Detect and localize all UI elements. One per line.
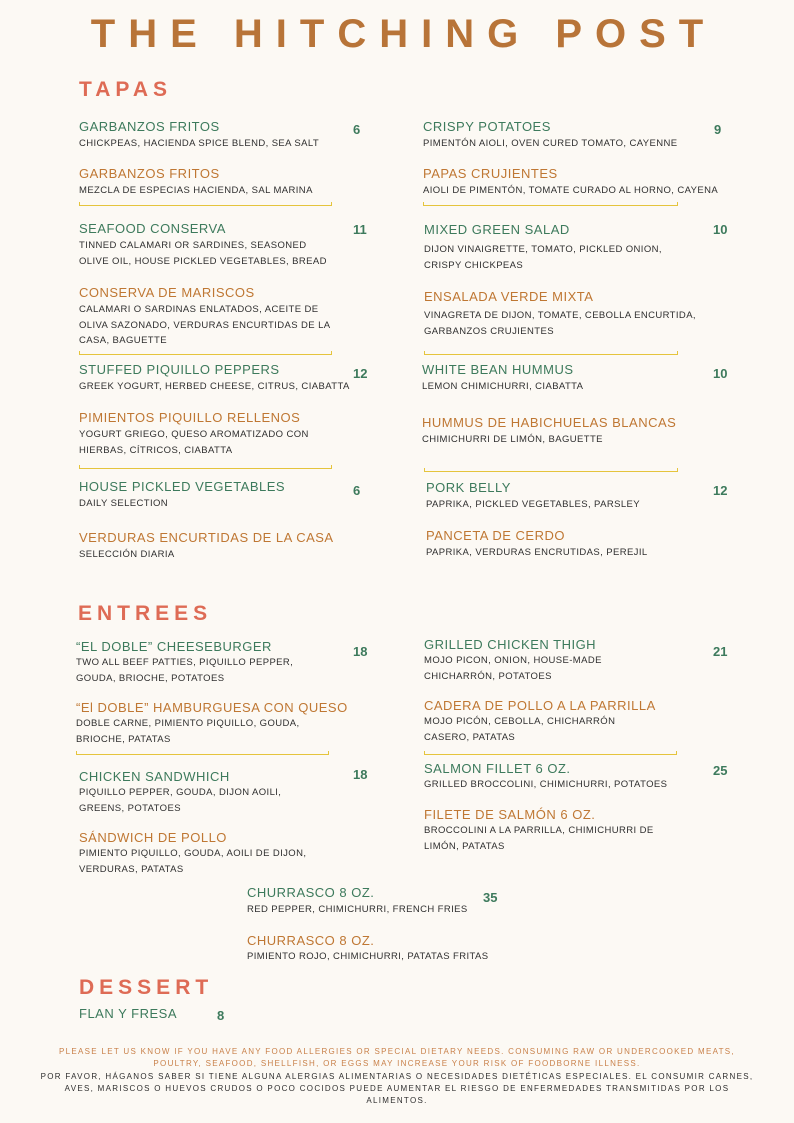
item-desc-en: DIJON VINAIGRETTE, TOMATO, PICKLED ONION, CRISPY CHICKPEAS xyxy=(424,244,662,271)
divider xyxy=(79,468,332,469)
item-desc-en: TWO ALL BEEF PATTIES, PIQUILLO PEPPER, GOUDA, BRIOCHE, POTATOES xyxy=(76,657,294,684)
item-desc-en: MOJO PICON, ONION, HOUSE-MADE CHICHARRÓN, POTATOES xyxy=(424,655,602,682)
item-name-es: PAPAS CRUJIENTES xyxy=(423,166,558,181)
divider xyxy=(424,354,678,355)
item-name-en: MIXED GREEN SALAD xyxy=(424,222,570,237)
item-desc-es: PIMIENTO PIQUILLO, GOUDA, AOILI DE DIJON, VERDURAS, PATATAS xyxy=(79,848,307,875)
allergy-notice-spanish xyxy=(0,1071,794,1107)
item-price: 11 xyxy=(353,222,367,237)
item-desc-es: VINAGRETA DE DIJON, TOMATE, CEBOLLA ENCURTIDA, GARBANZOS CRUJIENTES xyxy=(424,310,696,337)
item-desc-es: YOGURT GRIEGO, QUESO AROMATIZADO CON HIERBAS, CÍTRICOS, CIABATTA xyxy=(79,429,309,456)
divider xyxy=(424,471,678,472)
item-price: 18 xyxy=(353,644,368,659)
notice-line: ALIMENTOS. xyxy=(366,1096,428,1105)
item-desc-es: BROCCOLINI A LA PARRILLA, CHIMICHURRI DE LIMÓN, PATATAS xyxy=(424,825,654,852)
notice-line: POULTRY, SEAFOOD, SHELLFISH, OR EGGS MAY INCREASE YOUR RISK OF FOODBORNE ILLNESS. xyxy=(153,1059,641,1068)
item-desc-es: CHIMICHURRI DE LIMÓN, BAGUETTE xyxy=(422,434,603,445)
item-name-en: HOUSE PICKLED VEGETABLES xyxy=(79,479,286,494)
item-desc-es: PAPRIKA, VERDURAS ENCRUTIDAS, PEREJIL xyxy=(426,547,648,558)
item-price: 6 xyxy=(353,122,361,137)
item-name-es: CONSERVA DE MARISCOS xyxy=(79,285,255,300)
item-price: 8 xyxy=(217,1008,225,1023)
item-name-en: FLAN Y FRESA xyxy=(79,1006,177,1021)
item-name-en: SEAFOOD CONSERVA xyxy=(79,221,226,236)
item-desc-en: CHICKPEAS, HACIENDA SPICE BLEND, SEA SALT xyxy=(79,138,320,149)
item-desc-en: TINNED CALAMARI OR SARDINES, SEASONED OLIVE OIL, HOUSE PICKLED VEGETABLES, BREAD xyxy=(79,240,327,267)
item-desc-es: SELECCIÓN DIARIA xyxy=(79,549,175,560)
item-name-es: PIMIENTOS PIQUILLO RELLENOS xyxy=(79,410,301,425)
item-name-en: CRISPY POTATOES xyxy=(423,119,551,134)
item-price: 10 xyxy=(713,366,728,381)
item-name-en: STUFFED PIQUILLO PEPPERS xyxy=(79,362,280,377)
item-name-en: CHURRASCO 8 OZ. xyxy=(247,885,375,900)
item-price: 12 xyxy=(713,483,728,498)
notice-line: PLEASE LET US KNOW IF YOU HAVE ANY FOOD ALLERGIES OR SPECIAL DIETARY NEEDS. CONSUMING RAW OR UNDERCOOKED MEATS, xyxy=(59,1047,735,1056)
item-name-en: “EL DOBLE” CHEESEBURGER xyxy=(76,639,272,654)
item-name-en: CHICKEN SANDWHICH xyxy=(79,769,230,784)
section-title-entrees: ENTREES xyxy=(78,602,213,625)
item-desc-en: LEMON CHIMICHURRI, CIABATTA xyxy=(422,381,584,392)
item-price: 21 xyxy=(713,644,728,659)
item-desc-en: RED PEPPER, CHIMICHURRI, FRENCH FRIES xyxy=(247,904,468,915)
item-price: 6 xyxy=(353,483,361,498)
item-desc-en: PAPRIKA, PICKLED VEGETABLES, PARSLEY xyxy=(426,499,640,510)
item-desc-en: PIMENTÓN AIOLI, OVEN CURED TOMATO, CAYENNE xyxy=(423,138,678,149)
item-name-es: PANCETA DE CERDO xyxy=(426,528,565,543)
item-desc-en: GREEK YOGURT, HERBED CHEESE, CITRUS, CIABATTA xyxy=(79,381,350,392)
item-price: 9 xyxy=(714,122,722,137)
notice-line: AVES, MARISCOS O HUEVOS CRUDOS O POCO COCIDOS PUEDE AUMENTAR EL RIESGO DE ENFERMEDADES TRANSMITIDAS POR LOS xyxy=(64,1084,730,1093)
item-name-es: ENSALADA VERDE MIXTA xyxy=(424,289,594,304)
item-name-es: CADERA DE POLLO A LA PARRILLA xyxy=(424,698,656,713)
item-name-en: GRILLED CHICKEN THIGH xyxy=(424,637,597,652)
divider xyxy=(423,205,678,206)
item-desc-es: MEZCLA DE ESPECIAS HACIENDA, SAL MARINA xyxy=(79,185,313,196)
item-name-en: GARBANZOS FRITOS xyxy=(79,119,220,134)
section-title-dessert: DESSERT xyxy=(79,976,214,999)
divider xyxy=(424,754,677,755)
item-desc-en: GRILLED BROCCOLINI, CHIMICHURRI, POTATOES xyxy=(424,779,668,790)
item-desc-es: CALAMARI O SARDINAS ENLATADOS, ACEITE DE OLIVA SAZONADO, VERDURAS ENCURTIDAS DE LA CASA, BAGUETTE xyxy=(79,304,330,346)
item-desc-es: AIOLI DE PIMENTÓN, TOMATE CURADO AL HORNO, CAYENA xyxy=(423,185,719,196)
allergy-notice-english xyxy=(0,1046,794,1070)
item-name-es: VERDURAS ENCURTIDAS DE LA CASA xyxy=(79,530,334,545)
item-price: 25 xyxy=(713,763,728,778)
item-desc-en: PIQUILLO PEPPER, GOUDA, DIJON AOILI, GREENS, POTATOES xyxy=(79,787,282,814)
item-name-es: “El DOBLE” HAMBURGUESA CON QUESO xyxy=(76,700,348,715)
item-name-es: CHURRASCO 8 OZ. xyxy=(247,933,375,948)
item-name-en: SALMON FILLET 6 OZ. xyxy=(424,761,571,776)
divider xyxy=(79,354,332,355)
item-name-en: WHITE BEAN HUMMUS xyxy=(422,362,574,377)
item-desc-es: DOBLE CARNE, PIMIENTO PIQUILLO, GOUDA, BRIOCHE, PATATAS xyxy=(76,718,300,745)
item-desc-en: DAILY SELECTION xyxy=(79,498,169,509)
notice-line: POR FAVOR, HÁGANOS SABER SI TIENE ALGUNA ALERGIAS ALIMENTARIAS O NECESIDADES DIETÉTICAS ESPECIALES. EL CONSUMIR CARNES, xyxy=(40,1072,754,1081)
item-desc-es: MOJO PICÓN, CEBOLLA, CHICHARRÓN CASERO, PATATAS xyxy=(424,716,616,743)
item-name-es: HUMMUS DE HABICHUELAS BLANCAS xyxy=(422,415,677,430)
divider xyxy=(76,754,329,755)
section-title-tapas: TAPAS xyxy=(79,78,173,101)
item-name-es: SÁNDWICH DE POLLO xyxy=(79,830,227,845)
divider xyxy=(79,205,332,206)
item-desc-es: PIMIENTO ROJO, CHIMICHURRI, PATATAS FRITAS xyxy=(247,951,489,962)
item-price: 10 xyxy=(713,222,728,237)
item-price: 35 xyxy=(483,890,498,905)
item-name-es: FILETE DE SALMÓN 6 OZ. xyxy=(424,807,596,822)
item-price: 18 xyxy=(353,767,368,782)
restaurant-title: THE HITCHING POST xyxy=(90,12,717,56)
item-price: 12 xyxy=(353,366,368,381)
item-name-es: GARBANZOS FRITOS xyxy=(79,166,220,181)
item-name-en: PORK BELLY xyxy=(426,480,511,495)
